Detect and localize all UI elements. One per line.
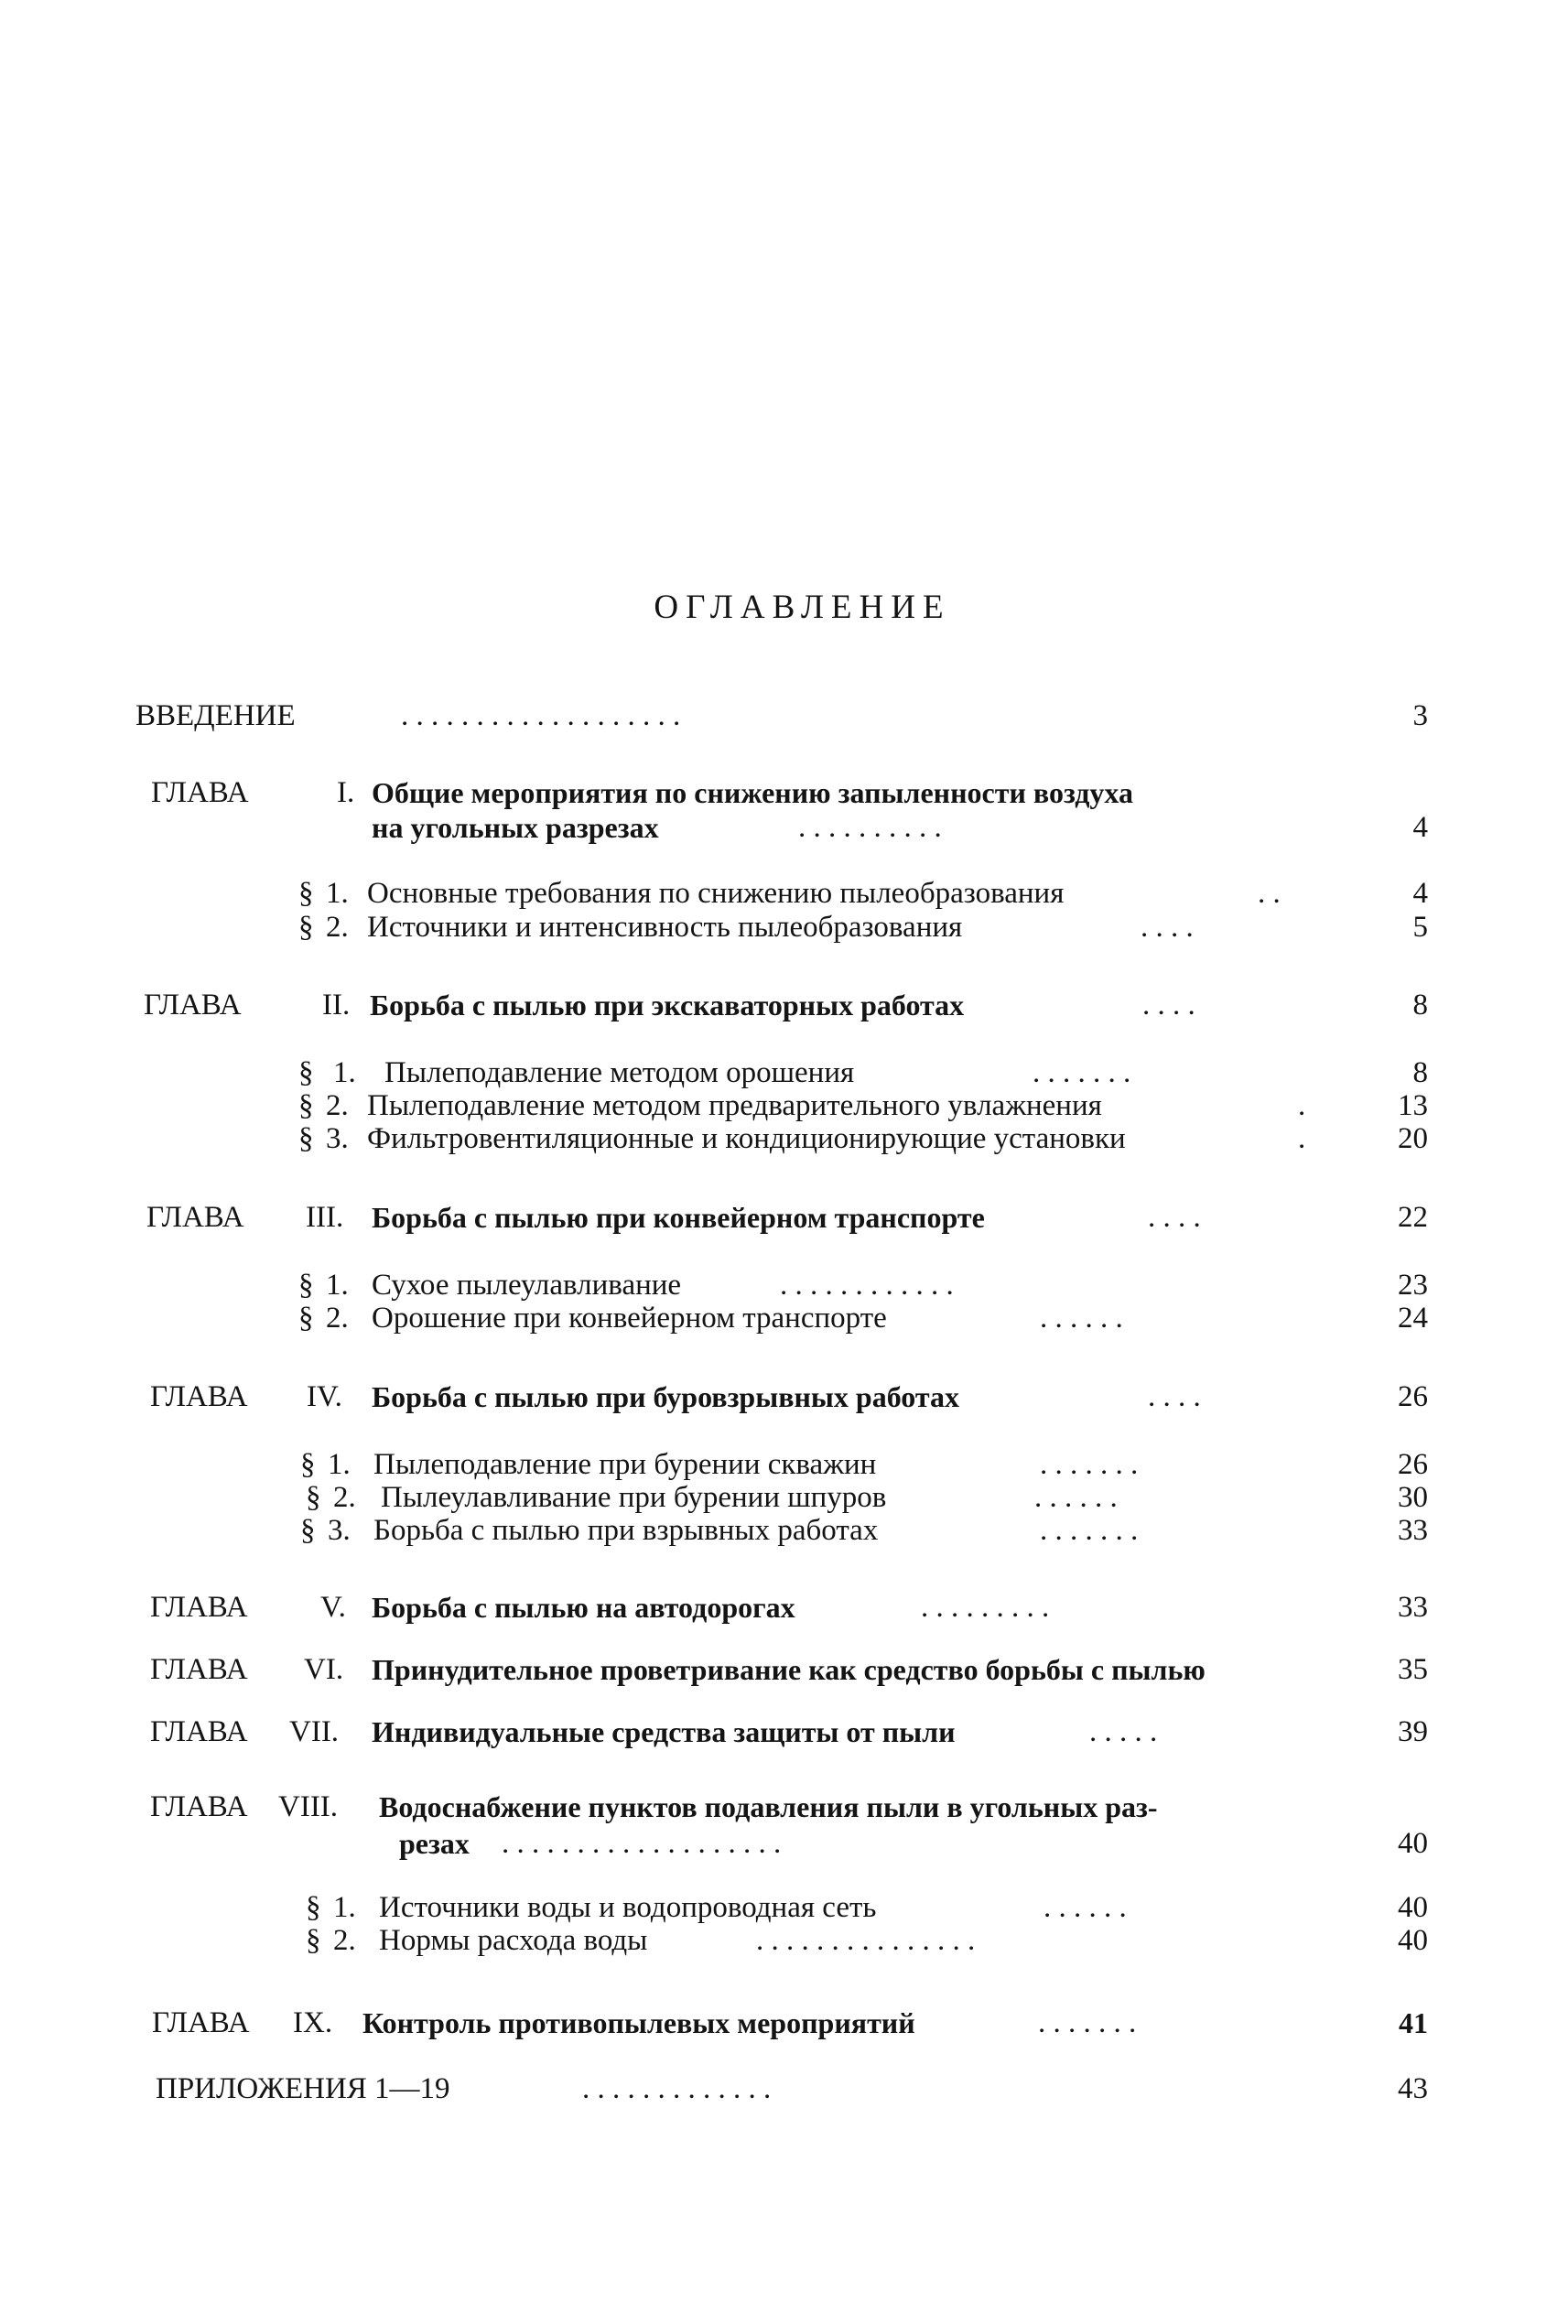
toc-chapter-2[interactable] bbox=[0, 987, 1568, 1023]
chapter-numeral: II. bbox=[322, 989, 351, 1021]
section-sign: § bbox=[298, 911, 314, 944]
chapter-word: ГЛАВА bbox=[150, 1653, 248, 1686]
dot-leader: . . . . bbox=[1148, 1380, 1201, 1413]
section-number: 1. bbox=[333, 1891, 356, 1924]
toc-chapter-1-cont[interactable] bbox=[0, 809, 1568, 846]
dot-leader: . . . . bbox=[1142, 989, 1195, 1021]
chapter-word: ГЛАВА bbox=[151, 776, 249, 809]
dot-leader: . . . . . . bbox=[1044, 1891, 1127, 1924]
toc-chapter-1[interactable] bbox=[0, 774, 1568, 811]
chapter-title-cont: на угольных разрезах bbox=[372, 811, 659, 844]
toc-section[interactable] bbox=[0, 1087, 1568, 1124]
page-number: 13 bbox=[1398, 1089, 1428, 1122]
dot-leader: . . . . bbox=[1148, 1201, 1201, 1234]
toc-entry-appendix[interactable] bbox=[0, 2070, 1568, 2107]
dot-leader: . bbox=[1298, 1089, 1306, 1122]
section-title: Пылеподавление методом предварительного увлажнения bbox=[367, 1089, 1102, 1122]
page-number: 41 bbox=[1399, 2006, 1428, 2039]
chapter-word: ГЛАВА bbox=[150, 1591, 248, 1624]
dot-leader: . . . . . . . bbox=[1033, 1056, 1131, 1089]
dot-leader: . . . . . . . . . . bbox=[798, 811, 942, 844]
dot-leader: . . bbox=[1258, 877, 1281, 910]
chapter-word: ГЛАВА bbox=[150, 1380, 248, 1413]
toc-section[interactable] bbox=[0, 1054, 1568, 1091]
section-sign: § bbox=[298, 877, 314, 910]
page-number: 35 bbox=[1398, 1653, 1428, 1686]
toc-section[interactable] bbox=[0, 1512, 1568, 1549]
section-title: Пылеподавление методом орошения bbox=[384, 1056, 855, 1089]
section-title: Пылеподавление при бурении скважин bbox=[373, 1448, 877, 1481]
chapter-word: ГЛАВА bbox=[144, 989, 242, 1021]
chapter-word: ГЛАВА bbox=[152, 2006, 250, 2039]
chapter-title: Борьба с пылью при конвейерном транспорте bbox=[372, 1201, 985, 1234]
page-number: 40 bbox=[1398, 1827, 1428, 1860]
section-number: 2. bbox=[326, 1089, 349, 1122]
section-title: Орошение при конвейерном транспорте bbox=[372, 1302, 887, 1335]
toc-section[interactable] bbox=[0, 1889, 1568, 1926]
page-title: ОГЛАВЛЕНИЕ bbox=[654, 589, 951, 626]
chapter-numeral: I. bbox=[337, 776, 355, 809]
page-number: 4 bbox=[1412, 811, 1428, 844]
page-number: 26 bbox=[1398, 1380, 1428, 1413]
dot-leader: . . . . . bbox=[1089, 1715, 1158, 1748]
entry-label: ВВЕДЕНИЕ bbox=[135, 699, 296, 732]
dot-leader: . . . . . . . . . . . . . . . . . . . bbox=[502, 1827, 782, 1860]
chapter-word: ГЛАВА bbox=[146, 1201, 244, 1234]
page-number: 8 bbox=[1412, 1056, 1428, 1089]
chapter-numeral: VI. bbox=[304, 1653, 344, 1686]
toc-chapter-9[interactable] bbox=[0, 2005, 1568, 2041]
dot-leader: . . . . . . . . . . . . . bbox=[582, 2072, 772, 2105]
section-sign: § bbox=[300, 1448, 316, 1481]
section-number: 1. bbox=[333, 1056, 356, 1089]
entry-label: ПРИЛОЖЕНИЯ 1—19 bbox=[156, 2072, 450, 2105]
section-number: 2. bbox=[333, 1924, 356, 1957]
page-number: 20 bbox=[1398, 1122, 1428, 1155]
section-title: Нормы расхода воды bbox=[379, 1924, 648, 1957]
toc-chapter-5[interactable] bbox=[0, 1589, 1568, 1626]
section-title: Борьба с пылью при взрывных работах bbox=[373, 1514, 879, 1547]
chapter-title: Борьба с пылью при буровзрывных работах bbox=[372, 1380, 959, 1413]
page-number: 5 bbox=[1412, 911, 1428, 944]
chapter-numeral: IV. bbox=[307, 1380, 342, 1413]
section-title: Источники воды и водопроводная сеть bbox=[379, 1891, 877, 1924]
toc-chapter-4[interactable] bbox=[0, 1378, 1568, 1415]
section-number: 1. bbox=[328, 1448, 351, 1481]
page-number: 40 bbox=[1398, 1891, 1428, 1924]
section-number: 1. bbox=[326, 1269, 349, 1302]
chapter-numeral: III. bbox=[306, 1201, 344, 1234]
dot-leader: . . . . . . . bbox=[1040, 1514, 1139, 1547]
dot-leader: . . . . bbox=[1141, 911, 1194, 944]
dot-leader: . . . . . . . bbox=[1040, 1448, 1139, 1481]
toc-section[interactable] bbox=[0, 1267, 1568, 1303]
section-sign: § bbox=[306, 1891, 321, 1924]
chapter-title: Общие мероприятия по снижению запыленности воздуха bbox=[372, 776, 1133, 809]
chapter-title: Принудительное проветривание как средство борьбы с пылью bbox=[372, 1653, 1206, 1686]
section-sign: § bbox=[306, 1924, 321, 1957]
dot-leader: . . . . . . . . . bbox=[921, 1591, 1050, 1624]
page-number: 30 bbox=[1398, 1481, 1428, 1514]
page-number: 4 bbox=[1412, 877, 1428, 910]
section-title: Основные требования по снижению пылеобразования bbox=[367, 877, 1065, 910]
chapter-title: Контроль противопылевых мероприятий bbox=[362, 2006, 915, 2039]
section-title: Пылеулавливание при бурении шпуров bbox=[381, 1481, 887, 1514]
toc-section[interactable] bbox=[0, 1922, 1568, 1959]
section-number: 1. bbox=[326, 877, 349, 910]
chapter-title-cont: резах bbox=[399, 1827, 470, 1860]
page-number: 40 bbox=[1398, 1924, 1428, 1957]
page-number: 3 bbox=[1412, 699, 1428, 732]
section-title: Сухое пылеулавливание bbox=[372, 1269, 682, 1302]
page-number: 26 bbox=[1398, 1448, 1428, 1481]
section-sign: § bbox=[306, 1481, 321, 1514]
section-sign: § bbox=[298, 1302, 314, 1335]
chapter-numeral: VII. bbox=[289, 1715, 340, 1748]
toc-section[interactable] bbox=[0, 1479, 1568, 1516]
section-number: 3. bbox=[326, 1122, 349, 1155]
page-number: 33 bbox=[1398, 1514, 1428, 1547]
section-sign: § bbox=[298, 1056, 314, 1089]
page-number: 24 bbox=[1398, 1302, 1428, 1335]
chapter-word: ГЛАВА bbox=[150, 1790, 248, 1823]
chapter-title: Борьба с пылью на автодорогах bbox=[372, 1591, 795, 1624]
page-number: 22 bbox=[1398, 1201, 1428, 1234]
section-number: 2. bbox=[326, 911, 349, 944]
section-number: 2. bbox=[333, 1481, 356, 1514]
toc-section[interactable] bbox=[0, 1446, 1568, 1483]
chapter-title: Индивидуальные средства защиты от пыли bbox=[372, 1715, 956, 1748]
dot-leader: . bbox=[1298, 1122, 1306, 1155]
toc-section[interactable] bbox=[0, 909, 1568, 946]
dot-leader: . . . . . . bbox=[1034, 1481, 1118, 1514]
section-sign: § bbox=[298, 1089, 314, 1122]
toc-chapter-3[interactable] bbox=[0, 1199, 1568, 1236]
toc-chapter-7[interactable] bbox=[0, 1713, 1568, 1750]
toc-chapter-6[interactable] bbox=[0, 1651, 1568, 1688]
chapter-numeral: V. bbox=[320, 1591, 346, 1624]
dot-leader: . . . . . . . . . . . . bbox=[780, 1269, 954, 1302]
chapter-numeral: VIII. bbox=[278, 1790, 339, 1823]
page-number: 8 bbox=[1412, 989, 1428, 1021]
section-title: Фильтровентиляционные и кондиционирующие установки bbox=[367, 1122, 1126, 1155]
toc-section[interactable] bbox=[0, 1120, 1568, 1157]
chapter-word: ГЛАВА bbox=[150, 1715, 248, 1748]
dot-leader: . . . . . . . . . . . . . . . bbox=[756, 1924, 976, 1957]
dot-leader: . . . . . . bbox=[1040, 1302, 1123, 1335]
page-number: 39 bbox=[1398, 1715, 1428, 1748]
section-number: 2. bbox=[326, 1302, 349, 1335]
page-number: 33 bbox=[1398, 1591, 1428, 1624]
toc-section[interactable] bbox=[0, 1300, 1568, 1336]
toc-chapter-8[interactable] bbox=[0, 1789, 1568, 1825]
chapter-title: Водоснабжение пунктов подавления пыли в угольных раз- bbox=[379, 1790, 1158, 1823]
section-number: 3. bbox=[328, 1514, 351, 1547]
chapter-title: Борьба с пылью при экскаваторных работах bbox=[370, 989, 965, 1021]
page-number: 23 bbox=[1398, 1269, 1428, 1302]
page-number: 43 bbox=[1398, 2072, 1428, 2105]
toc-chapter-8-cont[interactable] bbox=[0, 1825, 1568, 1862]
dot-leader: . . . . . . . . . . . . . . . . . . . bbox=[401, 699, 681, 732]
chapter-numeral: IX. bbox=[293, 2006, 333, 2039]
section-sign: § bbox=[298, 1269, 314, 1302]
dot-leader: . . . . . . . bbox=[1038, 2006, 1137, 2039]
toc-entry-intro[interactable] bbox=[0, 697, 1568, 734]
section-sign: § bbox=[298, 1122, 314, 1155]
section-title: Источники и интенсивность пылеобразования bbox=[367, 911, 963, 944]
section-sign: § bbox=[300, 1514, 316, 1547]
toc-section[interactable] bbox=[0, 875, 1568, 912]
